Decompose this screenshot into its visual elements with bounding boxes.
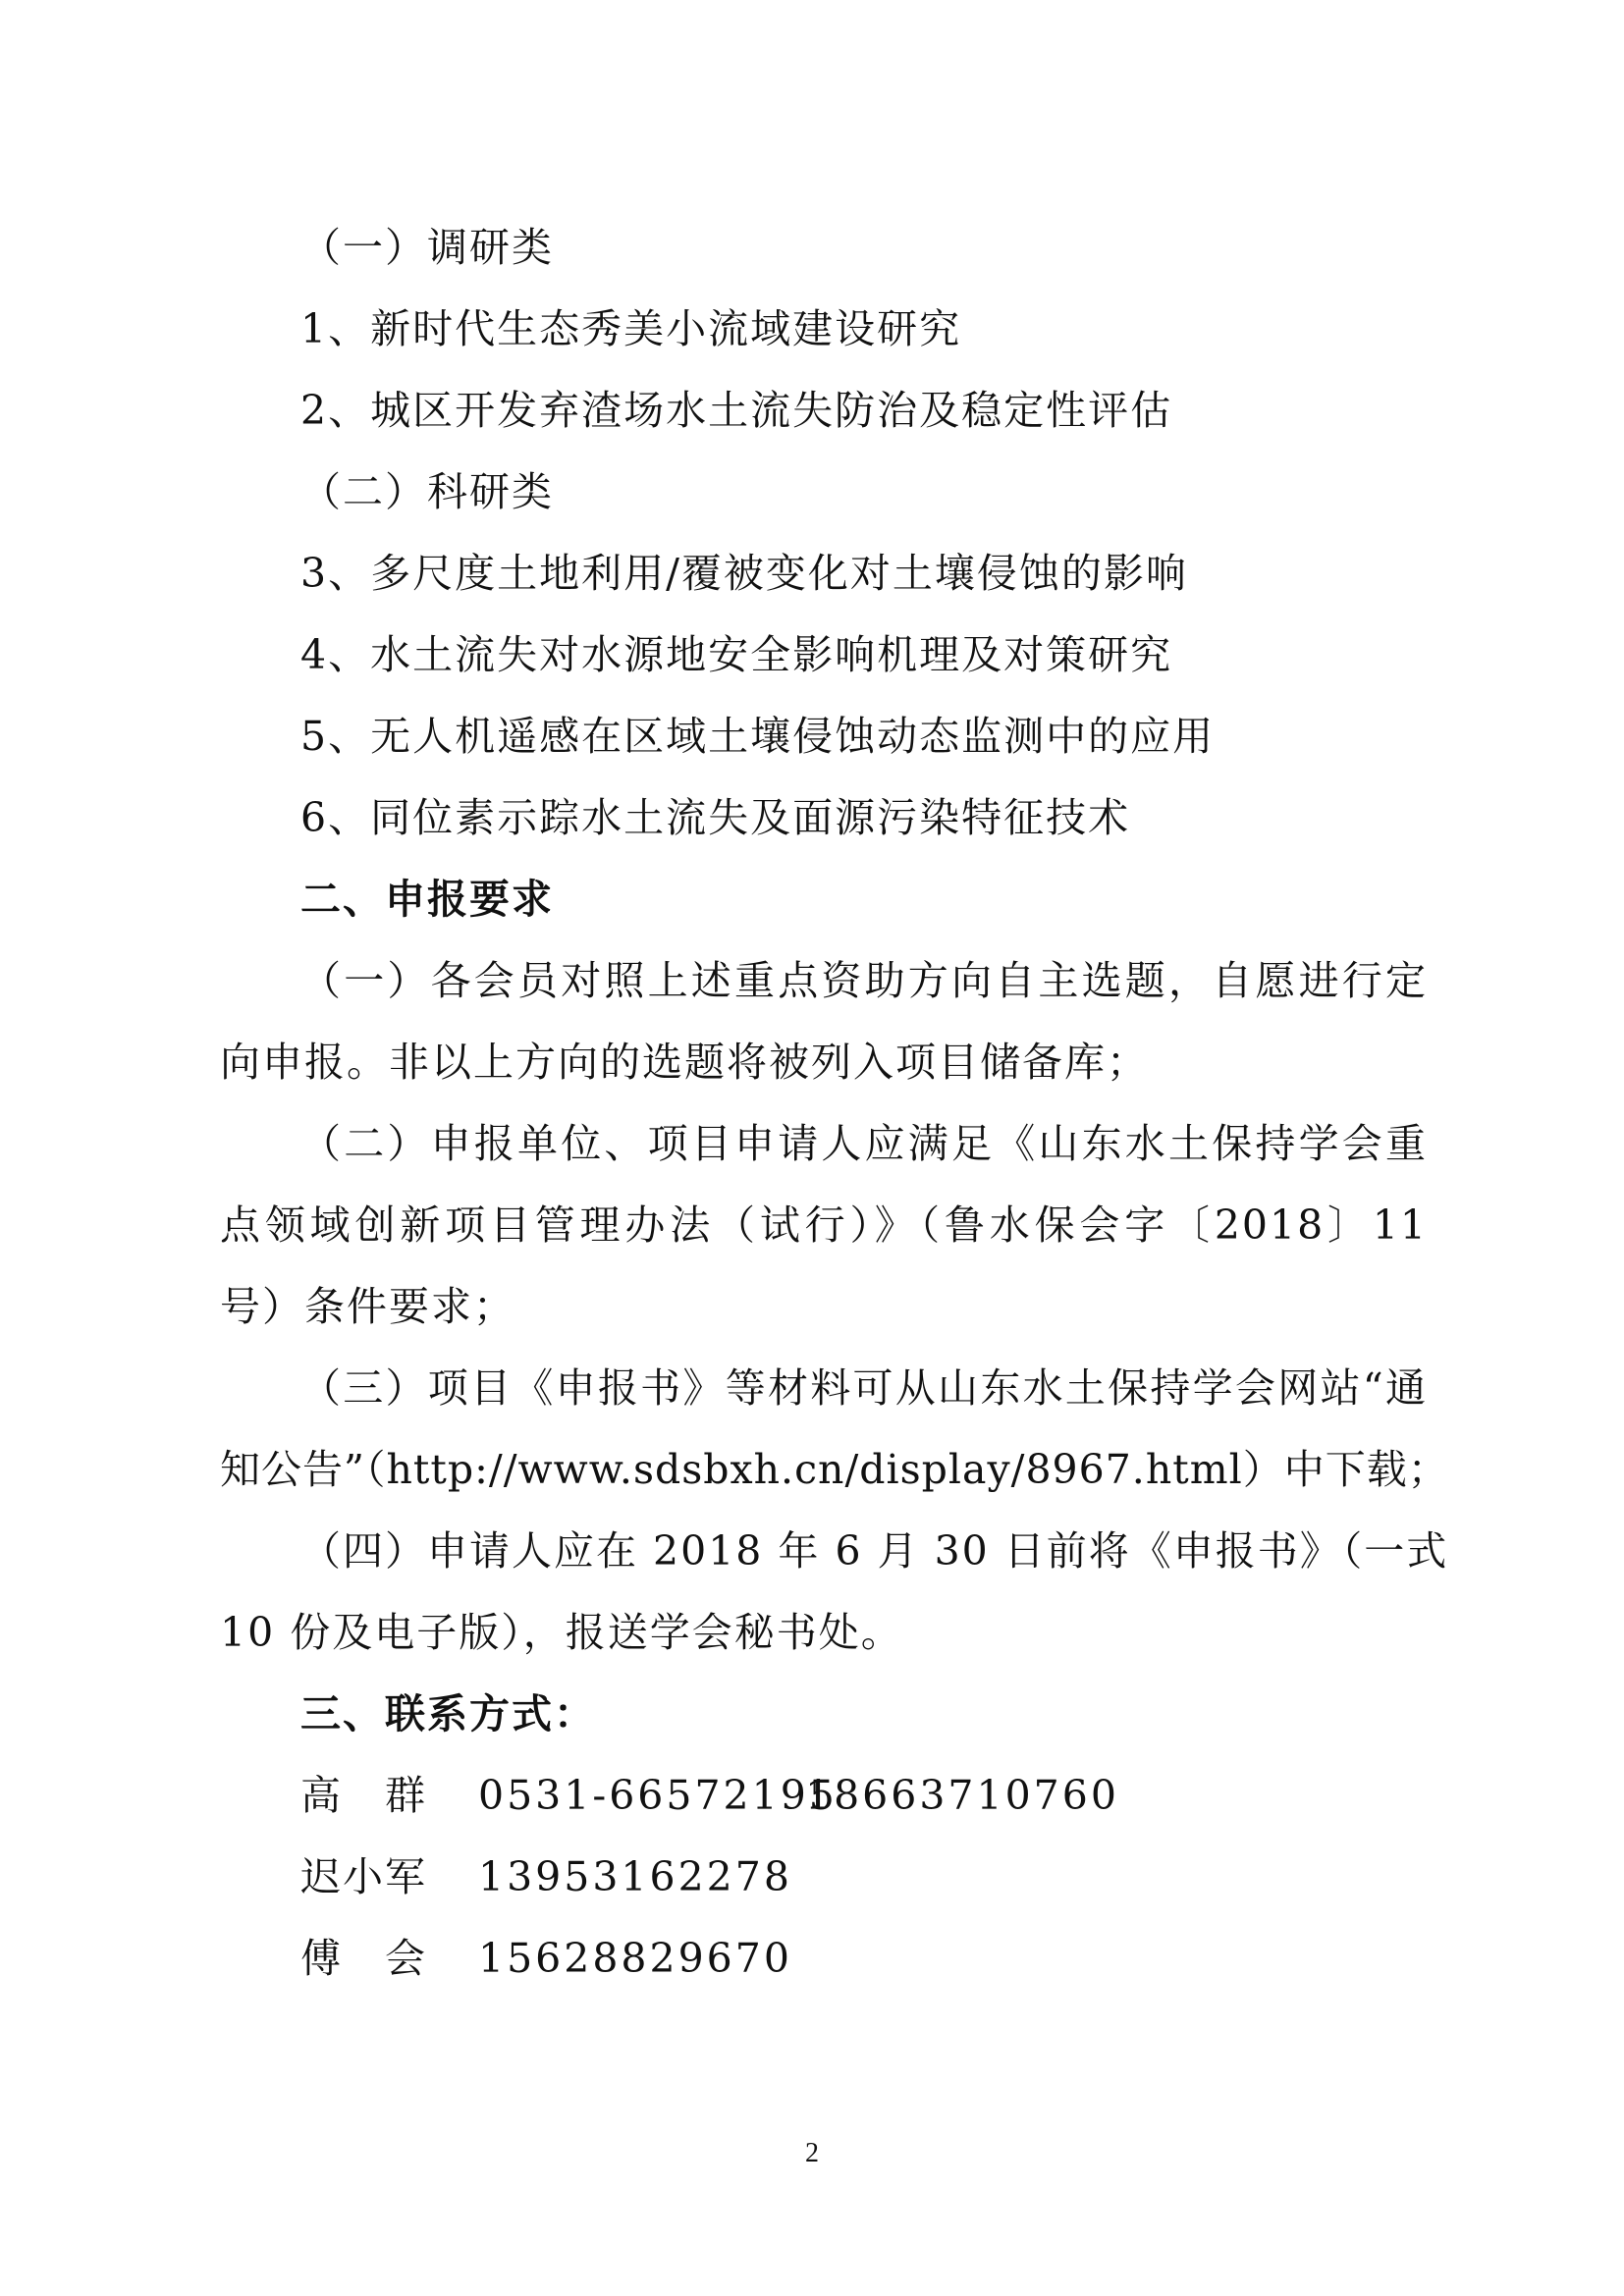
requirement-2-line-1: （二）申报单位、项目申请人应满足《山东水土保持学会重 — [300, 1120, 1428, 1167]
requirement-1-line-2: 向申报。非以上方向的选题将被列入项目储备库； — [220, 1039, 1149, 1086]
contact-phone-2a: 13953162278 — [478, 1853, 792, 1900]
survey-item-2: 2、城区开发弃渣场水土流失防治及稳定性评估 — [300, 387, 1173, 434]
research-item-4: 4、水土流失对水源地安全影响机理及对策研究 — [300, 631, 1173, 678]
survey-item-1: 1、新时代生态秀美小流域建设研究 — [300, 305, 962, 352]
requirement-4-line-2: 10 份及电子版），报送学会秘书处。 — [220, 1609, 903, 1656]
research-item-5: 5、无人机遥感在区域土壤侵蚀动态监测中的应用 — [300, 713, 1216, 760]
contact-name-1: 高 群 — [300, 1772, 427, 1819]
research-heading: （二）科研类 — [300, 468, 554, 515]
requirement-2-line-3: 号）条件要求； — [220, 1283, 515, 1330]
research-item-6: 6、同位素示踪水土流失及面源污染特征技术 — [300, 794, 1131, 841]
contacts-heading: 三、联系方式： — [300, 1690, 596, 1737]
research-item-3: 3、多尺度土地利用/覆被变化对土壤侵蚀的影响 — [300, 550, 1188, 597]
requirement-3-line-1: （三）项目《申报书》等材料可从山东水土保持学会网站“通 — [300, 1364, 1428, 1412]
requirement-3-line-2: 知公告”（http://www.sdsbxh.cn/display/8967.html）中下载； — [220, 1446, 1449, 1493]
requirements-heading: 二、申报要求 — [300, 876, 554, 923]
requirement-1-line-1: （一）各会员对照上述重点资助方向自主选题，自愿进行定 — [300, 957, 1428, 1004]
requirement-4-line-1: （四）申请人应在 2018 年 6 月 30 日前将《申报书》（一式 — [300, 1527, 1449, 1575]
survey-heading: （一）调研类 — [300, 224, 554, 271]
requirement-2-line-2: 点领域创新项目管理办法（试行）》（鲁水保会字〔2018〕11 — [220, 1201, 1428, 1249]
contact-phone-1b: 18663710760 — [805, 1772, 1119, 1819]
contact-name-2: 迟小军 — [300, 1853, 427, 1900]
page-number: 2 — [805, 2138, 819, 2168]
contact-phone-3a: 15628829670 — [478, 1935, 792, 1982]
contact-phone-1a: 0531-66572195 — [478, 1772, 838, 1819]
contact-name-3: 傅 会 — [300, 1935, 427, 1982]
